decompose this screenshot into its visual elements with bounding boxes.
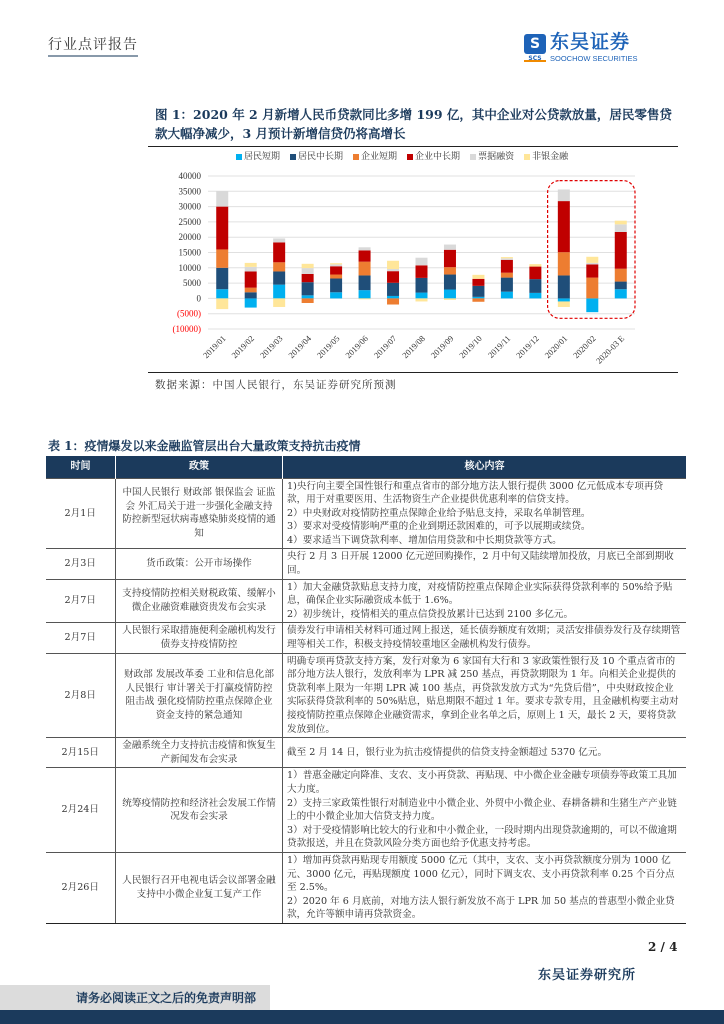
bar-segment (359, 247, 371, 250)
y-tick-label: 40000 (178, 171, 201, 181)
row-content (283, 623, 687, 653)
bar-segment (529, 293, 541, 299)
row-date: 2月26日 (46, 852, 116, 923)
bar-segment (615, 289, 627, 298)
x-tick-label: 2019/02 (229, 333, 257, 361)
col-header-date: 时间 (46, 456, 116, 478)
bar-segment (501, 292, 513, 299)
bar-segment (387, 271, 399, 283)
bar-segment (586, 263, 598, 265)
bar-segment (472, 286, 484, 297)
bar-segment (501, 257, 513, 258)
bar-segment (245, 271, 257, 287)
content-line: 2）2020 年 6 月底前，对地方法人银行新发放不高于 LPR 加 50 基点的普惠型小微企业贷款，允许等额申请再贷款资金。 (287, 895, 675, 921)
legend-item (236, 152, 280, 163)
bar-segment (359, 250, 371, 261)
bar-segment (216, 249, 228, 267)
legend-swatch (470, 154, 476, 160)
bar-segment (558, 189, 570, 201)
bar-segment (558, 301, 570, 307)
row-date: 2月3日 (46, 549, 116, 579)
table-row (46, 768, 687, 853)
bar-segment (330, 275, 342, 279)
row-date: 2月7日 (46, 579, 116, 623)
bar-segment (302, 298, 314, 303)
row-policy: 人民银行召开电视电话会议部署金融支持中小微企业复工复产工作 (116, 852, 283, 923)
legend-item (470, 152, 514, 163)
bar-segment (416, 265, 428, 278)
legend-swatch (353, 154, 359, 160)
content-line: 1）增加再贷款再贴现专用额度 5000 亿元（其中，支农、支小再贷款额度分别为 1000 亿元、3000 亿元，再贴现额度 1000 亿元），同时下调支农、支小再贷款利率 0.25 个百分点至 2.5%。 (287, 854, 675, 894)
bar-segment (615, 269, 627, 282)
row-date: 2月8日 (46, 653, 116, 738)
row-content (283, 768, 687, 853)
x-tick-label: 2019/07 (371, 333, 399, 361)
table-row (46, 623, 687, 653)
bar-segment (586, 264, 598, 277)
bar-segment (444, 290, 456, 299)
content-line: 4）要求适当下调贷款利率、增加信用贷款和中长期贷款等方式。 (287, 534, 562, 546)
bar-segment (501, 273, 513, 278)
footer-band (0, 1010, 724, 1024)
bar-segment (302, 274, 314, 282)
y-tick-label: 20000 (178, 232, 201, 243)
x-tick-label: 2019/11 (485, 333, 513, 360)
row-policy: 统筹疫情防控和经济社会发展工作情况发布会实录 (116, 768, 283, 853)
bar-segment (615, 232, 627, 269)
bar-segment (586, 257, 598, 263)
bar-segment (245, 267, 257, 272)
bar-segment (302, 268, 314, 274)
bar-segment (416, 298, 428, 301)
figure-source: 数据来源：中国人民银行，东吴证券研究所预测 (155, 379, 397, 391)
chart-legend (236, 152, 568, 163)
row-content (283, 549, 687, 579)
bar-segment (216, 298, 228, 309)
x-tick-label: 2019/01 (200, 333, 228, 361)
y-tick-label: 10000 (178, 262, 201, 273)
bar-segment (216, 191, 228, 207)
x-tick-label: 2019/03 (257, 333, 285, 361)
legend-item (524, 152, 568, 163)
bar-segment (529, 267, 541, 280)
bar-segment (558, 252, 570, 275)
bar-segment (330, 264, 342, 266)
bar-segment (586, 298, 598, 312)
bar-segment (615, 224, 627, 232)
bar-segment (330, 263, 342, 264)
content-line: 3）对于受疫情影响比较大的行业和中小微企业，一段时期内出现贷款逾期的，可以不做逾期贷款报送，并且在贷款风险分类方面也给予优惠支持考虑。 (287, 824, 677, 850)
bar-segment (216, 289, 228, 298)
bar-segment (245, 263, 257, 267)
x-tick-label: 2019/10 (457, 333, 484, 361)
legend-swatch (290, 154, 296, 160)
divider (148, 146, 678, 147)
bar-segment (387, 298, 399, 304)
legend-swatch (524, 154, 530, 160)
logo-cn: 东吴证券 (550, 31, 631, 53)
bar-segment (273, 238, 285, 242)
figure-title: 图 1：2020 年 2 月新增人民币贷款同比多增 199 亿，其中企业对公贷款放量，居民零售贷款大幅净减少，3 月预计新增信贷仍将高增长 (155, 107, 672, 141)
bar-segment (216, 207, 228, 250)
x-tick-label: 2019/09 (428, 333, 456, 361)
legend-label: 非银金融 (532, 152, 569, 162)
y-tick-label: (10000) (172, 324, 201, 334)
y-tick-label: 25000 (178, 216, 201, 227)
content-line: 2）初步统计，疫情相关的重点信贷投放累计已达到 2100 多亿元。 (287, 608, 574, 620)
y-tick-label: 35000 (178, 186, 201, 197)
institute-name: 东吴证券研究所 (538, 968, 637, 983)
bar-segment (302, 264, 314, 268)
stacked-bar-chart (150, 165, 670, 370)
row-content (283, 478, 687, 549)
row-policy: 货币政策：公开市场操作 (116, 549, 283, 579)
row-date: 2月7日 (46, 623, 116, 653)
content-line: 1）普惠金融定向降准、支农、支小再贷款、再贴现、中小微企业金融专项债券等政策工具加大力度。 (287, 770, 677, 795)
row-content (283, 579, 687, 623)
row-policy: 金融系统全力支持抗击疫情和恢复生产新闻发布会实录 (116, 738, 283, 768)
bar-segment (444, 267, 456, 274)
table-title: 表 1：疫情爆发以来金融监管层出台大量政策支持抗击疫情 (48, 439, 361, 453)
legend-swatch (236, 154, 242, 160)
y-tick-label: 5000 (183, 278, 201, 289)
row-policy: 中国人民银行 财政部 银保监会 证监会 外汇局关于进一步强化金融支持防控新型冠状病毒感染肺炎疫情的通知 (116, 478, 283, 549)
x-tick-label: 2020/01 (542, 333, 570, 361)
content-line: 1)央行向主要全国性银行和重点省市的部分地方法人银行提供 3000 亿元低成本专项再贷款，用于对重要医用、生活物资生产企业提供优惠利率的信贷支持。 (287, 480, 664, 506)
legend-item (407, 152, 460, 163)
bar-segment (302, 282, 314, 295)
disclaimer-link[interactable]: 请务必阅读正文之后的免责声明部 (0, 985, 270, 1011)
legend-label: 票据融资 (478, 152, 515, 162)
row-content (283, 738, 687, 768)
divider (148, 372, 678, 373)
logo-en: SOOCHOW SECURITIES (550, 54, 638, 63)
bar-segment (472, 297, 484, 299)
bar-segment (416, 278, 428, 293)
content-line: 债券发行申请相关材料可通过网上报送，延长债券额度有效期；灵活安排债券发行及存续期管理等相关工作，积极支持疫情较重地区金融机构发行债券。 (287, 625, 681, 651)
content-line: 2）中央财政对疫情防控重点保障企业给予贴息支持，采取名单制管理。 (287, 507, 591, 519)
table-row (46, 852, 687, 923)
bar-segment (359, 262, 371, 276)
bar-segment (245, 298, 257, 307)
report-type: 行业点评报告 (48, 34, 138, 57)
content-line: 3）要求对受疫情影响严重的企业到期还款困难的，可予以展期或续贷。 (287, 521, 591, 533)
bar-segment (444, 250, 456, 267)
bar-segment (273, 262, 285, 271)
table-row (46, 653, 687, 738)
legend-swatch (407, 154, 413, 160)
page-number: 2 / 4 (648, 940, 678, 954)
bar-segment (529, 264, 541, 266)
row-content (283, 852, 687, 923)
bar-segment (558, 201, 570, 252)
legend-item (290, 152, 343, 163)
y-tick-label: 30000 (178, 201, 201, 212)
y-tick-label: (5000) (177, 308, 201, 319)
x-tick-label: 2019/04 (286, 333, 314, 361)
x-tick-label: 2019/05 (314, 333, 342, 361)
bar-segment (359, 298, 371, 299)
bar-segment (387, 296, 399, 298)
bar-segment (416, 258, 428, 266)
bar-segment (330, 292, 342, 298)
bar-segment (615, 282, 627, 290)
logo-abbr: SCS (524, 55, 546, 62)
legend-item (353, 152, 397, 163)
bar-segment (501, 278, 513, 292)
y-tick-label: 0 (196, 293, 201, 304)
legend-label: 企业中长期 (415, 152, 461, 162)
row-date: 2月1日 (46, 478, 116, 549)
table-row (46, 549, 687, 579)
bar-segment (330, 279, 342, 293)
bar-segment (387, 283, 399, 296)
bar-segment (529, 279, 541, 293)
policy-table (45, 456, 686, 924)
row-content (283, 653, 687, 738)
logo-mark-icon: S (524, 34, 546, 54)
bar-segment (273, 271, 285, 284)
bar-segment (387, 261, 399, 269)
bar-segment (245, 292, 257, 298)
row-policy: 财政部 发展改革委 工业和信息化部 人民银行 审计署关于打赢疫情防控阻击战 强化疫情防控重点保障企业资金支持的紧急通知 (116, 653, 283, 738)
bar-segment (245, 288, 257, 293)
bar-segment (359, 275, 371, 290)
col-header-policy: 政策 (116, 456, 283, 478)
x-tick-label: 2020-03 E (593, 333, 627, 366)
bar-segment (501, 260, 513, 273)
bar-segment (444, 245, 456, 250)
row-policy: 人民银行采取措施便利金融机构发行债券支持疫情防控 (116, 623, 283, 653)
bar-segment (273, 298, 285, 307)
x-tick-label: 2019/12 (513, 333, 541, 361)
bar-segment (615, 221, 627, 225)
table-row (46, 478, 687, 549)
bar-segment (444, 275, 456, 290)
col-header-content: 核心内容 (283, 456, 687, 478)
row-policy: 支持疫情防控相关财税政策、缓解小微企业融资难融资贵发布会实录 (116, 579, 283, 623)
bar-segment (444, 298, 456, 300)
row-date: 2月24日 (46, 768, 116, 853)
soochow-logo (524, 31, 666, 64)
legend-label: 企业短期 (361, 152, 398, 162)
bar-segment (416, 293, 428, 299)
bar-segment (501, 258, 513, 260)
bar-segment (273, 285, 285, 299)
bar-segment (558, 275, 570, 298)
content-line: 1）加大金融贷款贴息支持力度，对疫情防控重点保障企业实际获得贷款利率的 50%给予贴息，确保企业实际融资成本低于 1.6%。 (287, 581, 673, 607)
x-tick-label: 2019/06 (343, 333, 370, 361)
bar-segment (472, 275, 484, 279)
row-date: 2月15日 (46, 738, 116, 768)
x-tick-label: 2019/08 (400, 333, 427, 361)
content-line: 2）支持三家政策性银行对制造业中小微企业、外贸中小微企业、春耕备耕和生猪生产产业链上的中小微企业加大信贷支持力度。 (287, 797, 677, 823)
content-line: 明确专项再贷款支持方案，发行对象为 6 家国有大行和 3 家政策性银行及 10 个重点省市的部分地方法人银行，发放利率为 LPR 减 250 基点，再贷款期限为 1 年。向相关企业提供的贷款利率上限为一年期 LPR 减 100 基点，再贷款发放方式为“先贷后借”，中央财政按企业实际获得贷款利率的 50%贴息，贴息期限不超过 1 年。要求专款专用，且金融机构要主动对接疫情防控重点保障企业融资需求，拿到企业名单之后，原则上 1 天，最长 2 天，要将贷款发放到位。 (287, 655, 679, 735)
bar-segment (558, 298, 570, 301)
content-line: 截至 2 月 14 日，银行业为抗击疫情提供的信贷支持金额超过 5370 亿元。 (287, 746, 608, 758)
legend-label: 居民短期 (244, 152, 281, 162)
bar-segment (472, 298, 484, 301)
table-row (46, 738, 687, 768)
bar-segment (387, 269, 399, 271)
bar-segment (273, 242, 285, 262)
bar-segment (472, 279, 484, 286)
bar-segment (330, 266, 342, 274)
legend-label: 居民中长期 (298, 152, 344, 162)
x-tick-label: 2020/02 (570, 333, 598, 361)
table-row (46, 579, 687, 623)
bar-segment (302, 295, 314, 298)
content-line: 央行 2 月 3 日开展 12000 亿元逆回购操作，2 月中旬又陆续增加投放，月底已全部到期收回。 (287, 551, 674, 577)
bar-segment (216, 268, 228, 289)
y-tick-label: 15000 (178, 247, 201, 258)
bar-segment (586, 278, 598, 299)
bar-segment (359, 290, 371, 298)
